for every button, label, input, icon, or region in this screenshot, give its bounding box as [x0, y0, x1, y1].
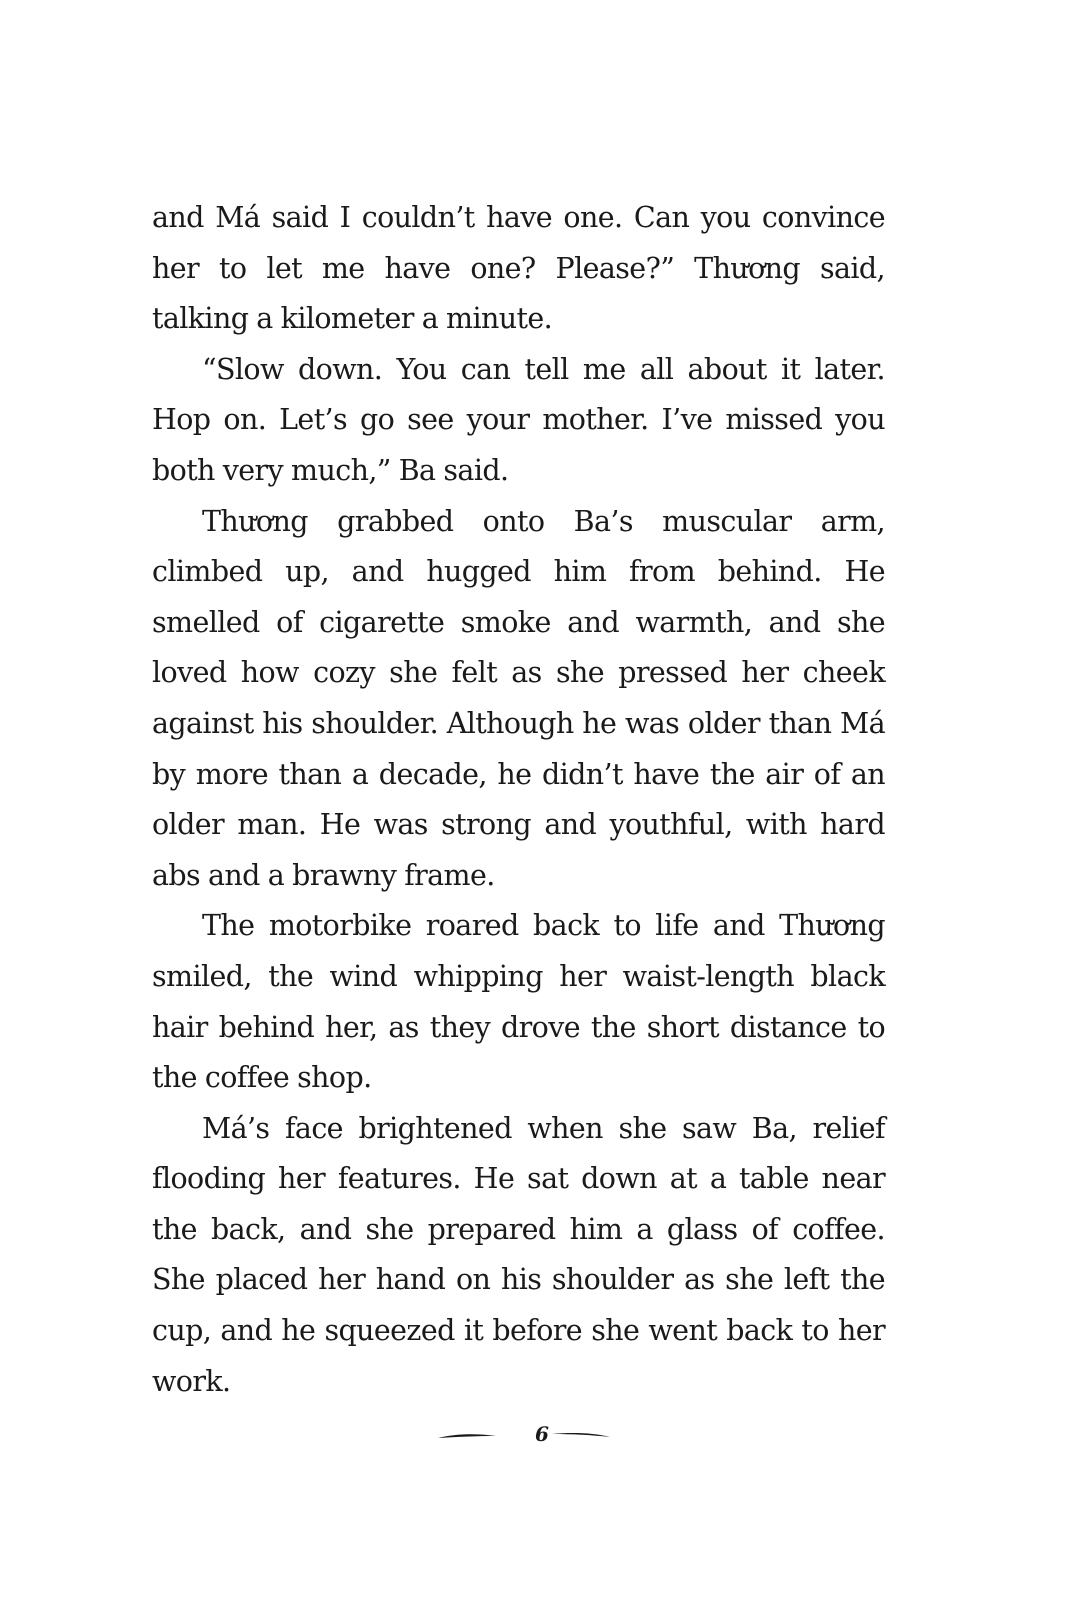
page-number: 6 [535, 1422, 549, 1446]
paragraph-2: “Slow down. You can tell me all about it later. Hop on. Let’s go see your mother. I’ve missed you both very much,” Ba said. [152, 352, 885, 487]
paragraph-3: Thương grabbed onto Ba’s muscular arm, climbed up, and hugged him from behind. He smelled of cigarette smoke and warmth, and she loved how cozy she felt as she pressed her cheek against his shoulder. Although he was older than Má by more than a decade, he didn’t have the air of an older man. He was strong and youthful, with hard abs and a brawny frame. [152, 504, 885, 892]
paragraph-4: The motorbike roared back to life and Thương smiled, the wind whipping her waist-length black hair behind her, as they drove the short distance to the coffee shop. [152, 909, 885, 1095]
body-text [152, 193, 885, 1407]
paragraph-1: and Má said I couldn’t have one. Can you convince her to let me have one? Please?” Thương said, talking a kilometer a minute. [152, 201, 885, 336]
page-folio [0, 1419, 1084, 1451]
right-swash-ornament [548, 1419, 612, 1451]
paragraph-5: Má’s face brightened when she saw Ba, relief flooding her features. He sat down at a table near the back, and she prepared him a glass of coffee. She placed her hand on his shoulder as she left the cup, and he squeezed it before she went back to her work. [152, 1111, 885, 1398]
